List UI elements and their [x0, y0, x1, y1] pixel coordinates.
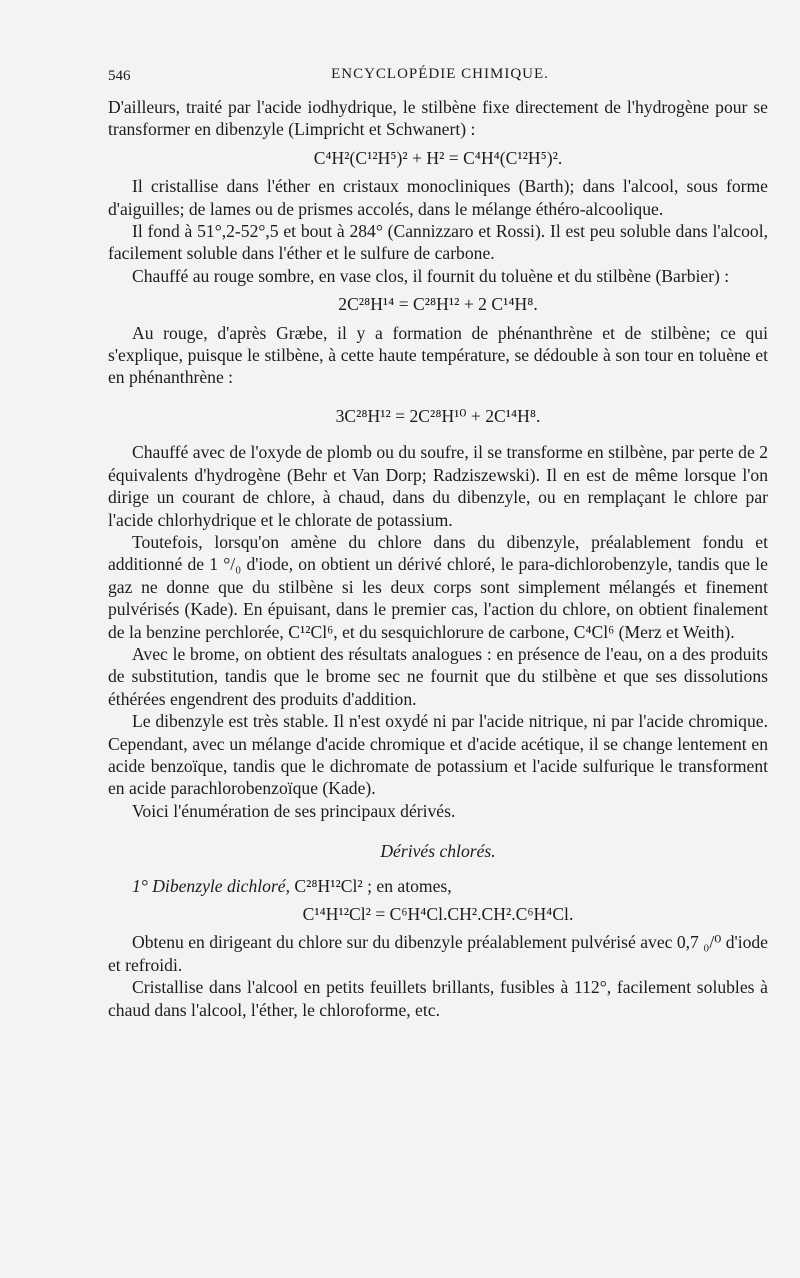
paragraph: Chauffé avec de l'oxyde de plomb ou du soufre, il se transforme en stilbène, par perte de 2 équivalents d'hydrogène (Behr et Van Dorp; Radziszewski). Il en est de même lorsque l'on dirige un courant de chlore, à chaud, dans du dibenzyle, ou en remplaçant le chlore par l'acide chlorhydrique et le chlorate de potassium. [108, 442, 768, 530]
paragraph: Chauffé au rouge sombre, en vase clos, il fournit du toluène et du stilbène (Barbier) : [132, 265, 730, 286]
paragraph: Obtenu en dirigeant du chlore sur du dibenzyle préalablement pulvérisé avec 0,7 ₀/⁰ d'iode et refroidi. [108, 932, 768, 975]
formula: 2C²⁸H¹⁴ = C²⁸H¹² + 2 C¹⁴H⁸. [338, 294, 538, 315]
paragraph: Avec le brome, on obtient des résultats analogues : en présence de l'eau, on a des produits de substitution, tandis que le brome sec ne fournit que du stilbène et que ses dissolutions éthérées engendrent des produits d'addition. [108, 643, 768, 709]
paragraph: Cristallise dans l'alcool en petits feuillets brillants, fusibles à 112°, facilement solubles à chaud dans l'alcool, l'éther, le chloroforme, etc. [108, 977, 768, 1020]
item-label: 1° Dibenzyle dichloré, [132, 875, 291, 896]
paragraph: D'ailleurs, traité par l'acide iodhydrique, le stilbène fixe directement de l'hydrogène pour se transformer en dibenzyle (Limpricht et Schwanert) : [108, 97, 768, 140]
paragraph: Il fond à 51°,2-52°,5 et bout à 284° (Cannizzaro et Rossi). Il est peu soluble dans l'alcool, facilement soluble dans l'éther et le sulfure de carbone. [108, 221, 768, 264]
paragraph: Le dibenzyle est très stable. Il n'est oxydé ni par l'acide nitrique, ni par l'acide chromique. Cependant, avec un mélange d'acide chromique et d'acide acétique, il se change lentement en acide benzoïque, tandis que le dichromate de potassium et l'acide sulfurique le transforment en acide parachlorobenzoïque (Kade). [108, 711, 768, 799]
running-title: ENCYCLOPÉDIE CHIMIQUE. [331, 66, 549, 82]
page-body [108, 96, 768, 1021]
list-item [108, 875, 768, 897]
paragraph: Voici l'énumération de ses principaux dérivés. [132, 800, 456, 821]
item-formula: C²⁸H¹²Cl² ; en atomes, [290, 875, 452, 896]
section-title: Dérivés chlorés. [380, 841, 496, 862]
paragraph: Toutefois, lorsqu'on amène du chlore dans du dibenzyle, préalablement fondu et additionné de 1 °/₀ d'iode, on obtient un dérivé chloré, le para-dichlorobenzyle, tandis que le gaz ne donne que du stilbène si les deux corps sont simplement mélangés et finement pulvérisés (Kade). En épuisant, dans le premier cas, l'action du chlore, on obtient finalement de la benzine perchlorée, C¹²Cl⁶, et du sesquichlorure de carbone, C⁴Cl⁶ (Merz et Weith). [108, 531, 768, 642]
formula: 3C²⁸H¹² = 2C²⁸H¹⁰ + 2C¹⁴H⁸. [335, 405, 541, 426]
formula: C¹⁴H¹²Cl² = C⁶H⁴Cl.CH².CH².C⁶H⁴Cl. [302, 904, 574, 924]
paragraph: Il cristallise dans l'éther en cristaux monocliniques (Barth); dans l'alcool, sous forme d'aiguilles; de lames ou de prismes accolés, dans le mélange éthéro-alcoolique. [108, 176, 768, 219]
page-header [108, 64, 772, 92]
formula: C⁴H²(C¹²H⁵)² + H² = C⁴H⁴(C¹²H⁵)². [313, 147, 563, 168]
page-number: 546 [108, 68, 131, 84]
paragraph: Au rouge, d'après Græbe, il y a formation de phénanthrène et de stilbène; ce qui s'explique, puisque le stilbène, à cette haute température, se dédouble à son tour en toluène et en phénanthrène : [108, 322, 768, 388]
